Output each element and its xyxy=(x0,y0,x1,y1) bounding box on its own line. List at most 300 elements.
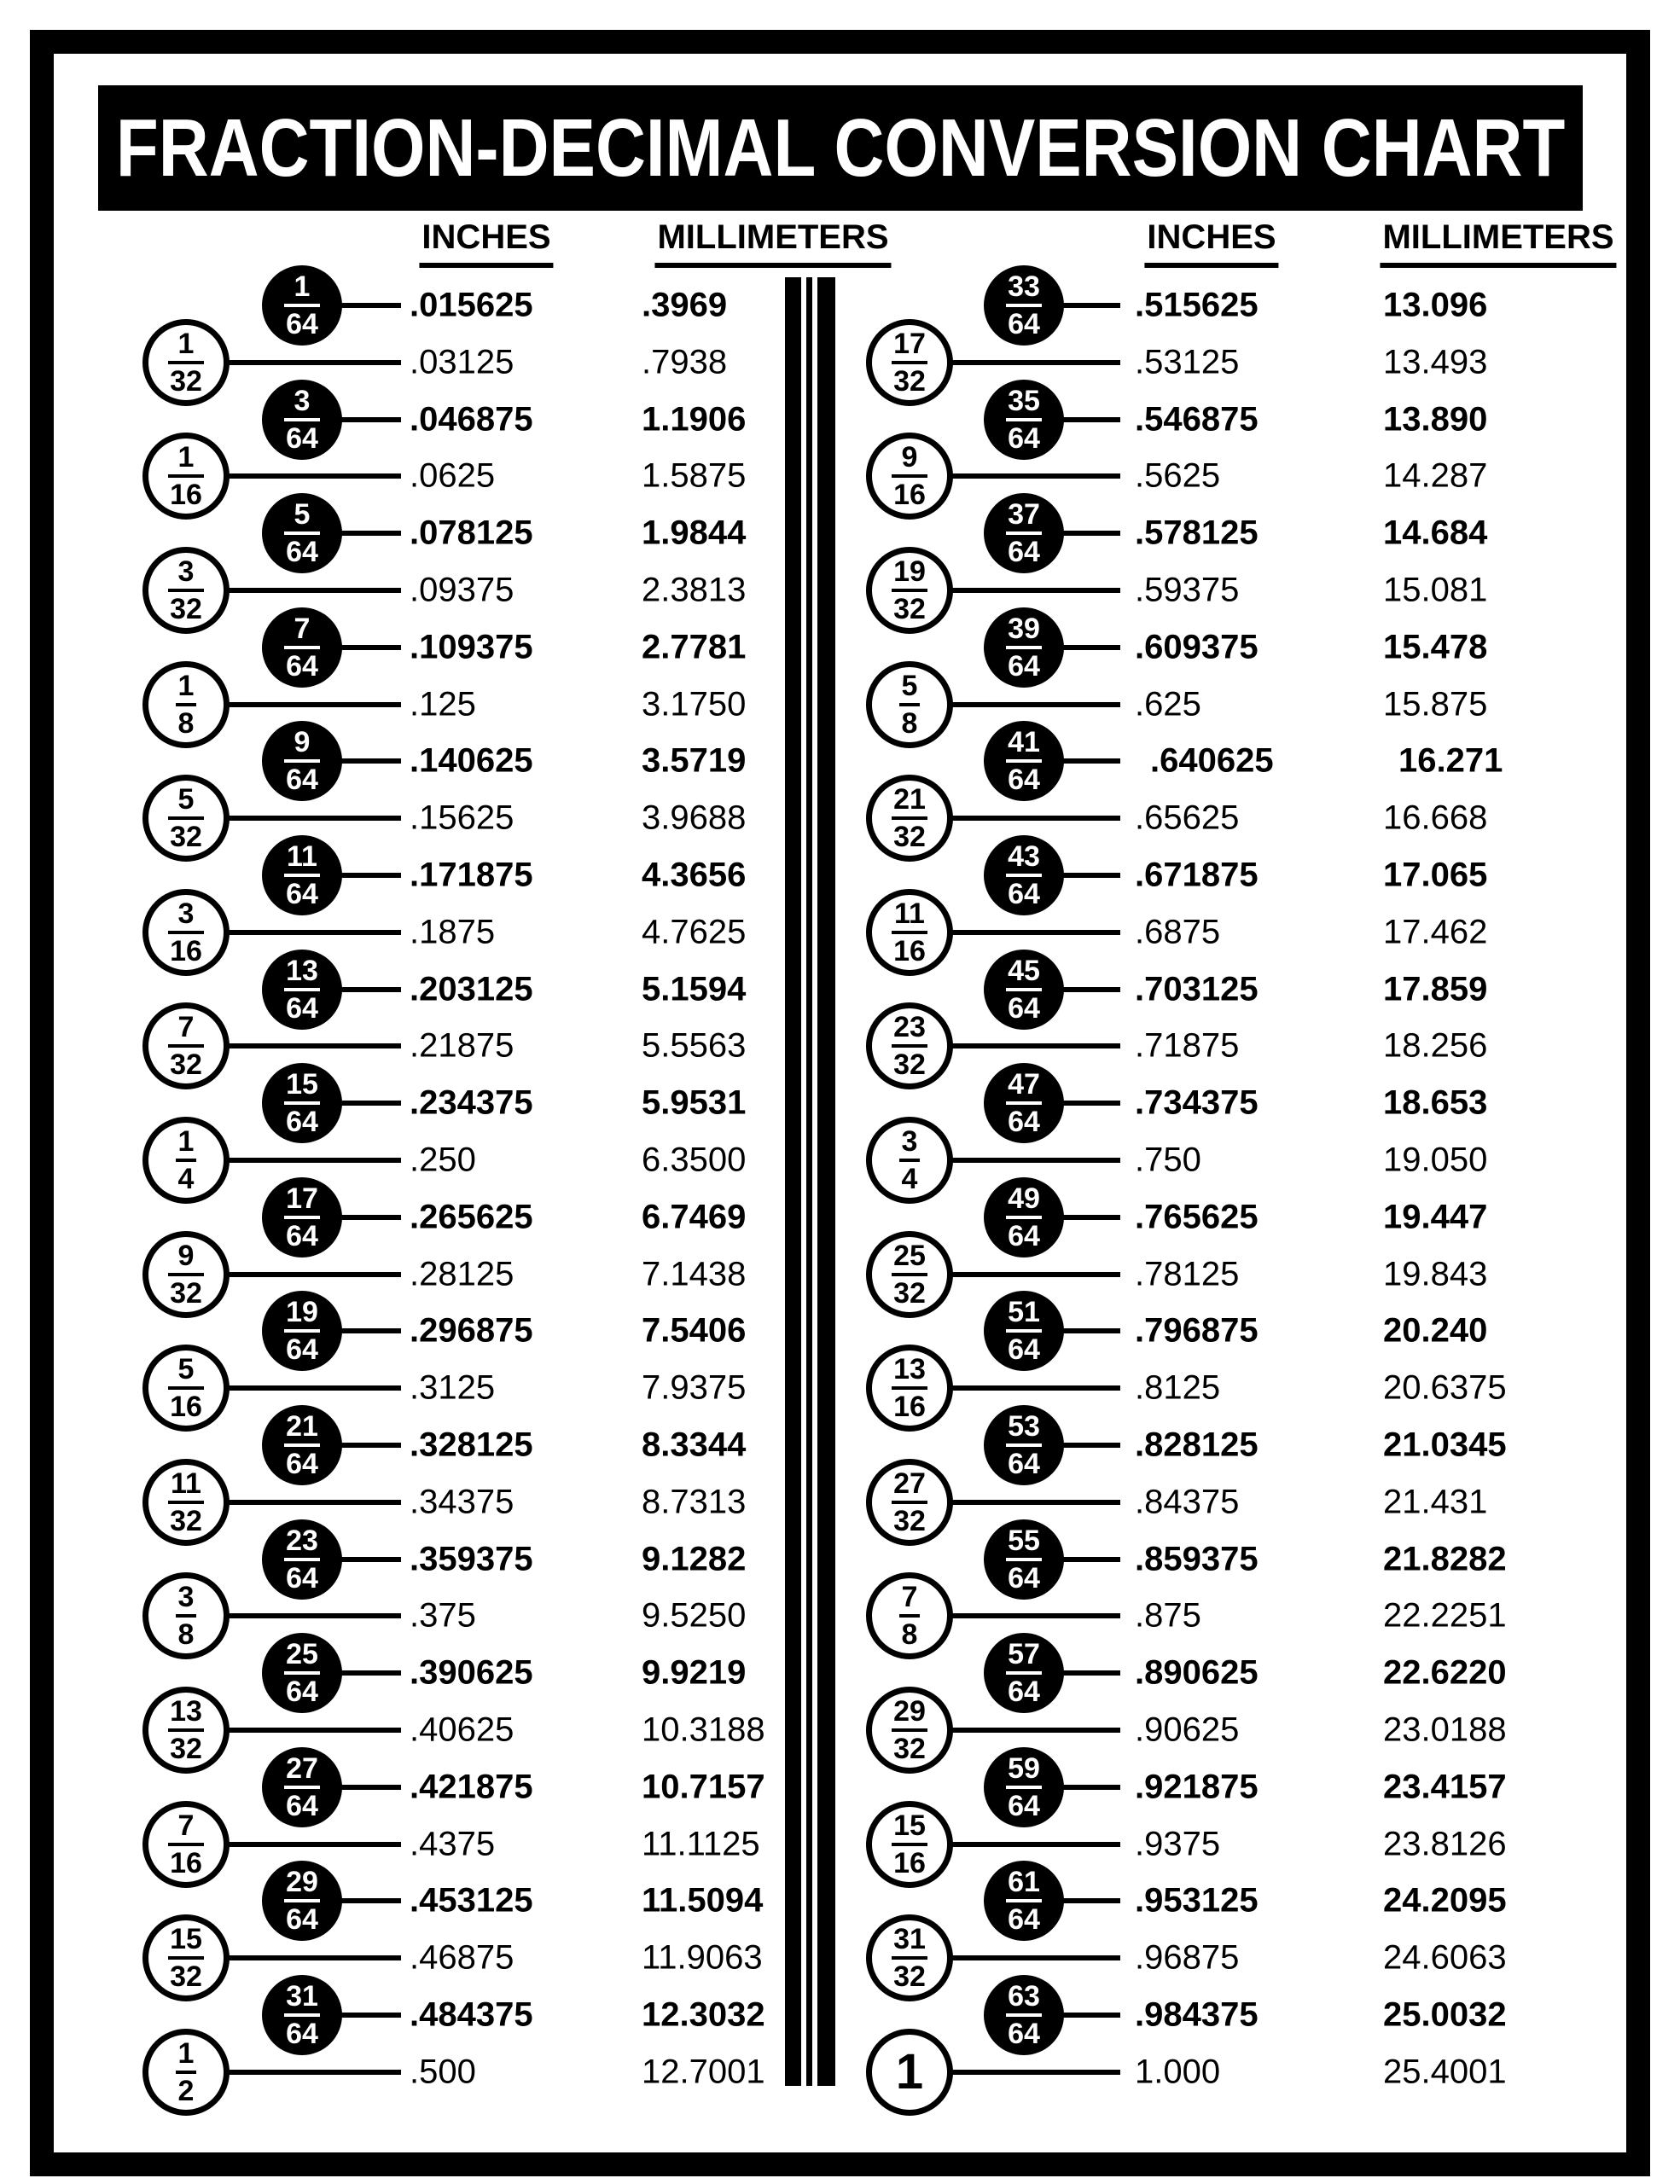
fraction xyxy=(1006,1982,1043,2048)
fraction-denominator: 32 xyxy=(893,1504,926,1537)
fraction xyxy=(284,1526,321,1593)
fraction-badge xyxy=(984,1975,1064,2055)
inches-value: 1.000 xyxy=(1135,2053,1221,2091)
fraction-badge xyxy=(866,2029,953,2116)
fraction-numerator: 1 xyxy=(177,2036,195,2070)
fraction xyxy=(168,1469,205,1536)
inches-value: .984375 xyxy=(1135,1995,1259,2034)
fraction-numerator: 5 xyxy=(177,1353,195,1386)
inches-value: .109375 xyxy=(410,628,533,666)
fraction-denominator: 32 xyxy=(170,1960,202,1994)
mm-value: 3.9688 xyxy=(642,799,747,837)
mm-value: 7.1438 xyxy=(642,1255,747,1293)
fraction-numerator: 55 xyxy=(1008,1524,1040,1557)
fraction-bar xyxy=(892,1386,928,1390)
fraction-numerator: 11 xyxy=(287,840,317,873)
fraction-bar xyxy=(899,1614,919,1618)
fraction-denominator: 16 xyxy=(170,934,202,967)
inches-value: .875 xyxy=(1135,1596,1201,1635)
fraction xyxy=(284,842,321,909)
fraction-numerator: 7 xyxy=(177,1011,195,1044)
fraction-bar xyxy=(1006,988,1043,991)
inches-value: .4375 xyxy=(410,1825,496,1863)
fraction-badge xyxy=(984,1405,1064,1485)
fraction-bar xyxy=(1006,1443,1043,1447)
mm-value: 22.6220 xyxy=(1383,1653,1507,1692)
fraction xyxy=(899,671,919,738)
fraction-badge xyxy=(866,1572,953,1659)
fraction-bar xyxy=(284,1899,321,1902)
inches-value: .21875 xyxy=(410,1026,514,1065)
mm-value: 21.431 xyxy=(1383,1483,1488,1521)
fraction-badge xyxy=(142,889,230,976)
fraction-bar xyxy=(1006,759,1043,763)
mm-value: 25.0032 xyxy=(1383,1995,1507,2034)
fraction xyxy=(284,614,321,681)
fraction-bar xyxy=(284,1558,321,1561)
fraction-bar xyxy=(284,1443,321,1447)
mm-value: 15.081 xyxy=(1383,571,1488,609)
mm-value: 1.1906 xyxy=(642,400,747,439)
fraction-badge xyxy=(262,721,342,801)
fraction xyxy=(176,1581,195,1652)
fraction-numerator: 15 xyxy=(893,1809,926,1842)
fraction-bar xyxy=(284,988,321,991)
fraction-badge xyxy=(262,1975,342,2055)
fraction-numerator: 5 xyxy=(177,783,195,816)
fraction-bar xyxy=(892,361,928,364)
fraction-badge xyxy=(984,493,1064,573)
mm-value: 15.875 xyxy=(1383,685,1488,723)
fraction-denominator: 8 xyxy=(901,706,918,740)
fraction-badge xyxy=(142,319,230,406)
inches-value: .5625 xyxy=(1135,456,1221,495)
fraction-numerator: 47 xyxy=(1008,1068,1040,1101)
fraction-badge xyxy=(142,1572,230,1659)
inches-value: .484375 xyxy=(410,1995,533,2034)
fraction xyxy=(284,1296,321,1367)
fraction-badge xyxy=(984,1519,1064,1600)
inches-value: .500 xyxy=(410,2053,476,2091)
inches-value: .78125 xyxy=(1135,1255,1240,1293)
fraction-denominator: 16 xyxy=(170,1391,202,1424)
chart-title: FRACTION-DECIMAL CONVERSION CHART xyxy=(115,102,1566,194)
fraction-denominator: 32 xyxy=(893,1276,926,1310)
inches-value: .53125 xyxy=(1135,343,1240,381)
mm-value: 15.478 xyxy=(1383,628,1488,666)
fraction-denominator: 64 xyxy=(286,1789,318,1822)
mm-value: 25.4001 xyxy=(1383,2053,1507,2091)
fraction-numerator: 11 xyxy=(894,897,925,930)
fraction-denominator: 64 xyxy=(286,878,318,910)
fraction-bar xyxy=(168,589,205,592)
mm-value: 5.5563 xyxy=(642,1026,747,1065)
fraction-bar xyxy=(168,474,205,478)
fraction-denominator: 64 xyxy=(286,421,318,455)
inches-value: .390625 xyxy=(410,1653,533,1692)
mm-value: 20.6375 xyxy=(1383,1368,1507,1407)
fraction-denominator: 32 xyxy=(170,364,202,398)
fraction-denominator: 64 xyxy=(1008,649,1040,682)
fraction-denominator: 64 xyxy=(286,1561,318,1594)
mm-value: 2.3813 xyxy=(642,571,747,609)
fraction xyxy=(1006,1751,1043,1822)
fraction-bar xyxy=(284,646,321,649)
fraction-denominator: 64 xyxy=(286,1219,318,1252)
title-banner xyxy=(98,85,1583,211)
fraction-badge xyxy=(142,1231,230,1318)
fraction-denominator: 64 xyxy=(286,649,318,682)
fraction-denominator: 64 xyxy=(1008,1903,1040,1937)
mm-value: 5.1594 xyxy=(642,970,747,1008)
fraction-denominator: 64 xyxy=(1008,308,1040,340)
inches-value: .15625 xyxy=(410,799,514,837)
mm-value: 21.0345 xyxy=(1383,1426,1507,1464)
fraction xyxy=(892,1011,928,1082)
fraction-badge xyxy=(866,1002,953,1089)
mm-value: 17.859 xyxy=(1383,970,1488,1008)
fraction xyxy=(1006,726,1043,797)
fraction-bar xyxy=(168,1386,205,1390)
fraction xyxy=(1006,614,1043,681)
fraction-denominator: 32 xyxy=(893,1048,926,1082)
fraction-numerator: 53 xyxy=(1008,1410,1040,1443)
fraction-denominator: 4 xyxy=(177,1163,195,1195)
fraction-badge xyxy=(866,547,953,634)
fraction-numerator: 19 xyxy=(893,555,926,588)
fraction-bar xyxy=(284,1786,321,1789)
fraction-bar xyxy=(892,474,928,478)
inches-value: .359375 xyxy=(410,1540,533,1578)
fraction-numerator: 7 xyxy=(177,1809,195,1842)
inches-header-right: INCHES xyxy=(1144,218,1278,268)
fraction xyxy=(284,1866,321,1937)
fraction xyxy=(899,1127,919,1194)
fraction-numerator: 45 xyxy=(1008,954,1040,987)
fraction xyxy=(176,1127,195,1194)
fraction xyxy=(892,329,928,396)
fraction xyxy=(168,1923,205,1994)
fraction-badge xyxy=(262,265,342,346)
fraction-bar xyxy=(892,1956,928,1960)
inches-value: .640625 xyxy=(1150,741,1274,780)
fraction-bar xyxy=(284,759,321,763)
fraction-badge xyxy=(866,1459,953,1546)
fraction-numerator: 9 xyxy=(901,441,918,474)
fraction-denominator: 32 xyxy=(170,1276,202,1310)
fraction-bar xyxy=(1006,1786,1043,1789)
fraction-denominator: 16 xyxy=(893,479,926,512)
fraction-denominator: 64 xyxy=(1008,1219,1040,1252)
inches-value: .8125 xyxy=(1135,1368,1221,1407)
fraction-denominator: 64 xyxy=(286,1903,318,1937)
fraction-numerator: 13 xyxy=(170,1695,202,1728)
fraction-bar xyxy=(892,816,928,820)
fraction-numerator: 35 xyxy=(1008,384,1040,417)
inches-value: .859375 xyxy=(1135,1540,1259,1578)
fraction-badge xyxy=(262,1405,342,1485)
fraction-badge xyxy=(262,835,342,915)
fraction xyxy=(1006,1638,1043,1709)
fraction-bar xyxy=(176,1614,195,1618)
fraction-denominator: 64 xyxy=(286,1106,318,1139)
fraction xyxy=(1006,386,1043,453)
inches-value: .9375 xyxy=(1135,1825,1221,1863)
fraction xyxy=(284,272,321,339)
fraction-denominator: 64 xyxy=(1008,764,1040,797)
mm-value: 9.5250 xyxy=(642,1596,747,1635)
mm-value: 4.7625 xyxy=(642,913,747,951)
inches-value: .796875 xyxy=(1135,1311,1259,1350)
fraction xyxy=(892,1811,928,1878)
fraction-badge xyxy=(866,661,953,748)
fraction-denominator: 64 xyxy=(1008,2018,1040,2050)
fraction-denominator: 64 xyxy=(286,991,318,1025)
fraction-denominator: 32 xyxy=(893,821,926,854)
fraction-denominator: 32 xyxy=(893,1733,926,1765)
fraction-bar xyxy=(1006,646,1043,649)
fraction-numerator: 5 xyxy=(294,498,311,531)
divider-bar xyxy=(817,277,835,2086)
fraction-denominator: 64 xyxy=(1008,421,1040,455)
fraction-denominator: 32 xyxy=(170,1733,202,1765)
mm-value: 18.256 xyxy=(1383,1026,1488,1065)
fraction-numerator: 3 xyxy=(177,555,195,588)
fraction xyxy=(892,1469,928,1536)
mm-value: 20.240 xyxy=(1383,1311,1488,1350)
fraction-badge xyxy=(984,265,1064,346)
fraction-badge xyxy=(866,319,953,406)
fraction xyxy=(168,783,205,854)
inches-value: .078125 xyxy=(410,514,533,552)
fraction-denominator: 64 xyxy=(1008,1448,1040,1480)
fraction-bar xyxy=(899,1159,919,1162)
fraction-numerator: 51 xyxy=(1008,1296,1040,1329)
fraction-denominator: 64 xyxy=(1008,1106,1040,1139)
inches-value: .671875 xyxy=(1135,856,1259,894)
fraction xyxy=(1006,1866,1043,1937)
inches-value: .609375 xyxy=(1135,628,1259,666)
fraction xyxy=(168,899,205,966)
inches-value: .250 xyxy=(410,1141,476,1179)
fraction-numerator: 19 xyxy=(286,1296,318,1329)
inches-value: .296875 xyxy=(410,1311,533,1350)
fraction-denominator: 16 xyxy=(893,1391,926,1424)
fraction xyxy=(176,2036,195,2107)
fraction-badge xyxy=(866,1117,953,1204)
mm-value: 12.3032 xyxy=(642,1995,765,2034)
fraction-badge xyxy=(262,1177,342,1258)
fraction xyxy=(1006,1412,1043,1478)
fraction-numerator: 43 xyxy=(1008,840,1040,873)
fraction xyxy=(892,441,928,512)
fraction-badge xyxy=(866,889,953,976)
mm-value: 12.7001 xyxy=(642,2053,765,2091)
fraction xyxy=(1006,842,1043,909)
fraction-badge xyxy=(866,1914,953,2001)
inches-value: .015625 xyxy=(410,286,533,324)
fraction-numerator: 27 xyxy=(893,1467,926,1500)
fraction-denominator: 32 xyxy=(893,1960,926,1994)
mm-value: 19.447 xyxy=(1383,1198,1488,1236)
fraction-numerator: 25 xyxy=(286,1638,318,1671)
fraction-badge xyxy=(142,1345,230,1432)
millimeters-header-right: MILLIMETERS xyxy=(1380,218,1616,268)
fraction-badge xyxy=(142,1002,230,1089)
mm-value: 8.3344 xyxy=(642,1426,747,1464)
fraction-bar xyxy=(1006,1101,1043,1105)
fraction-denominator: 64 xyxy=(286,1676,318,1709)
fraction-denominator: 32 xyxy=(170,821,202,854)
fraction-bar xyxy=(284,418,321,421)
fraction-denominator: 16 xyxy=(893,1846,926,1879)
mm-value: 3.5719 xyxy=(642,741,747,780)
inches-value: .750 xyxy=(1135,1141,1201,1179)
fraction-bar xyxy=(284,874,321,877)
fraction-denominator: 64 xyxy=(286,1448,318,1480)
fraction xyxy=(892,899,928,966)
mm-value: 23.8126 xyxy=(1383,1825,1507,1863)
mm-value: 23.4157 xyxy=(1383,1768,1507,1806)
mm-value: 16.271 xyxy=(1398,741,1503,780)
fraction-bar xyxy=(892,1501,928,1504)
fraction-bar xyxy=(892,931,928,934)
inches-value: .546875 xyxy=(1135,400,1259,439)
fraction xyxy=(892,557,928,624)
fraction-numerator: 7 xyxy=(901,1581,918,1614)
fraction-badge xyxy=(142,2029,230,2116)
fraction-numerator: 29 xyxy=(286,1866,318,1899)
inches-header-left: INCHES xyxy=(419,218,553,268)
fraction-bar xyxy=(284,1101,321,1105)
mm-value: 14.287 xyxy=(1383,456,1488,495)
fraction-badge xyxy=(142,1914,230,2001)
fraction-numerator: 31 xyxy=(286,1980,318,2013)
fraction-numerator: 29 xyxy=(893,1695,926,1728)
fraction-bar xyxy=(892,1843,928,1846)
fraction-numerator: 3 xyxy=(177,897,195,930)
fraction xyxy=(284,1751,321,1822)
fraction-bar xyxy=(168,931,205,934)
fraction-bar xyxy=(168,816,205,820)
fraction xyxy=(1006,1526,1043,1593)
inches-value: .09375 xyxy=(410,571,514,609)
fraction xyxy=(284,386,321,453)
fraction-bar xyxy=(284,1671,321,1675)
fraction-bar xyxy=(168,1728,205,1732)
fraction-badge xyxy=(866,1345,953,1432)
fraction-denominator: 64 xyxy=(1008,1789,1040,1822)
fraction-badge xyxy=(984,380,1064,460)
inches-value: .375 xyxy=(410,1596,476,1635)
fraction-bar xyxy=(892,589,928,592)
inches-value: .34375 xyxy=(410,1483,514,1521)
fraction-numerator: 39 xyxy=(1008,612,1040,645)
mm-value: 13.890 xyxy=(1383,400,1488,439)
fraction-badge xyxy=(984,1633,1064,1713)
mm-value: 6.3500 xyxy=(642,1141,747,1179)
inches-value: .828125 xyxy=(1135,1426,1259,1464)
fraction-badge xyxy=(984,721,1064,801)
fraction xyxy=(284,726,321,797)
inches-value: .46875 xyxy=(410,1938,514,1977)
fraction-bar xyxy=(284,2013,321,2017)
fraction-badge xyxy=(866,1231,953,1318)
fraction-numerator: 17 xyxy=(286,1182,318,1215)
fraction-bar xyxy=(284,1216,321,1219)
fraction-numerator: 1 xyxy=(177,1125,195,1158)
fraction-badge xyxy=(142,1117,230,1204)
mm-value: 24.6063 xyxy=(1383,1938,1507,1977)
fraction-badge xyxy=(984,607,1064,688)
fraction-denominator: 64 xyxy=(1008,878,1040,910)
fraction-badge xyxy=(984,1747,1064,1827)
fraction-badge xyxy=(262,607,342,688)
fraction xyxy=(1006,272,1043,339)
mm-value: .3969 xyxy=(642,286,728,324)
fraction-badge xyxy=(262,1063,342,1143)
fraction-numerator: 3 xyxy=(177,1581,195,1614)
fraction-bar xyxy=(176,1159,195,1162)
fraction-bar xyxy=(1006,531,1043,535)
fraction xyxy=(284,956,321,1023)
fraction-bar xyxy=(892,1728,928,1732)
fraction-denominator: 64 xyxy=(286,764,318,797)
fraction-bar xyxy=(1006,418,1043,421)
fraction-badge xyxy=(262,1291,342,1371)
fraction xyxy=(168,1811,205,1878)
fraction-numerator: 61 xyxy=(1008,1866,1040,1899)
inches-value: .90625 xyxy=(1135,1711,1240,1749)
mm-value: 24.2095 xyxy=(1383,1881,1507,1920)
fraction-numerator: 23 xyxy=(286,1524,318,1557)
fraction-bar xyxy=(899,703,919,706)
fraction-denominator: 8 xyxy=(177,706,195,740)
fraction-denominator: 32 xyxy=(170,593,202,625)
mm-value: 14.684 xyxy=(1383,514,1488,552)
inches-value: .96875 xyxy=(1135,1938,1240,1977)
fraction-numerator: 41 xyxy=(1008,726,1040,759)
fraction-bar xyxy=(892,1044,928,1048)
fraction xyxy=(168,1241,205,1308)
fraction-numerator: 27 xyxy=(286,1751,318,1785)
mm-value: 17.065 xyxy=(1383,856,1488,894)
fraction-denominator: 64 xyxy=(1008,991,1040,1025)
fraction xyxy=(284,1412,321,1478)
fraction-numerator: 3 xyxy=(901,1125,918,1158)
fraction-bar xyxy=(1006,1216,1043,1219)
mm-value: 1.5875 xyxy=(642,456,747,495)
fraction-bar xyxy=(1006,1558,1043,1561)
fraction-denominator: 32 xyxy=(170,1504,202,1537)
mm-value: 23.0188 xyxy=(1383,1711,1507,1749)
fraction xyxy=(284,1638,321,1709)
fraction-numerator: 21 xyxy=(286,1410,318,1443)
fraction xyxy=(1006,498,1043,569)
mm-value: 13.493 xyxy=(1383,343,1488,381)
fraction-numerator: 59 xyxy=(1008,1751,1040,1785)
inches-value: .203125 xyxy=(410,970,533,1008)
mm-value: 11.5094 xyxy=(642,1881,764,1920)
fraction-badge xyxy=(262,1519,342,1600)
fraction-bar xyxy=(1006,2013,1043,2017)
fraction-badge xyxy=(262,380,342,460)
inches-value: .421875 xyxy=(410,1768,533,1806)
fraction-bar xyxy=(168,361,205,364)
fraction-bar xyxy=(168,1501,205,1504)
inches-value: .84375 xyxy=(1135,1483,1240,1521)
fraction-numerator: 31 xyxy=(893,1923,926,1956)
